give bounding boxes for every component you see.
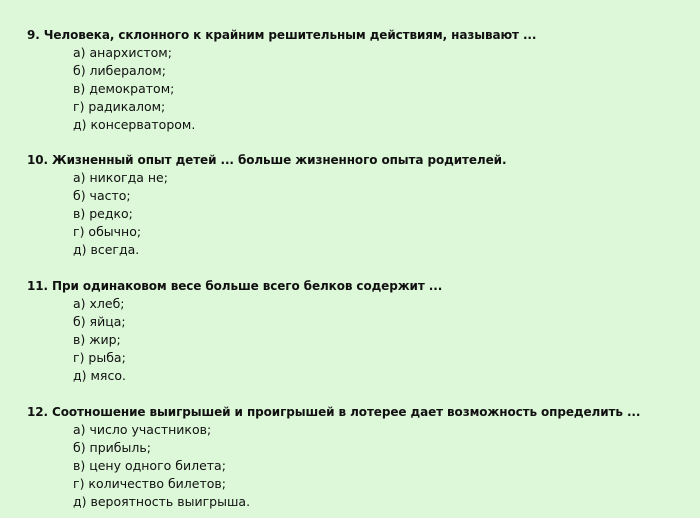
answer-option: д) консерватором.: [73, 117, 196, 132]
answer-option: г) обычно;: [73, 224, 142, 239]
answer-option: г) рыба;: [73, 350, 126, 365]
answer-option: в) жир;: [73, 332, 121, 347]
question-10: [27, 151, 697, 259]
answer-option: г) радикалом;: [73, 99, 166, 114]
question-12: [27, 403, 697, 511]
question-title: 10. Жизненный опыт детей ... больше жизненного опыта родителей.: [27, 153, 507, 167]
answer-option: д) мясо.: [73, 368, 126, 383]
answer-option: б) либералом;: [73, 63, 166, 78]
answer-option: а) анархистом;: [73, 45, 172, 60]
answer-option: а) число участников;: [73, 422, 212, 437]
answer-option: г) количество билетов;: [73, 476, 226, 491]
question-9: [27, 26, 697, 134]
answer-option: д) всегда.: [73, 242, 140, 257]
answer-option: в) редко;: [73, 206, 133, 221]
answer-option: б) часто;: [73, 188, 131, 203]
question-title: 11. При одинаковом весе больше всего белков содержит ...: [27, 279, 443, 293]
answer-option: в) цену одного билета;: [73, 458, 226, 473]
question-11: [27, 277, 697, 385]
answer-option: а) никогда не;: [73, 170, 168, 185]
answer-option: а) хлеб;: [73, 296, 125, 311]
answer-option: б) прибыль;: [73, 440, 151, 455]
answer-option: д) вероятность выигрыша.: [73, 494, 251, 509]
answer-option: б) яйца;: [73, 314, 126, 329]
question-title: 9. Человека, склонного к крайним решительным действиям, называют ...: [27, 28, 537, 42]
question-title: 12. Соотношение выигрышей и проигрышей в лотерее дает возможность определить ...: [27, 405, 641, 419]
answer-option: в) демократом;: [73, 81, 175, 96]
